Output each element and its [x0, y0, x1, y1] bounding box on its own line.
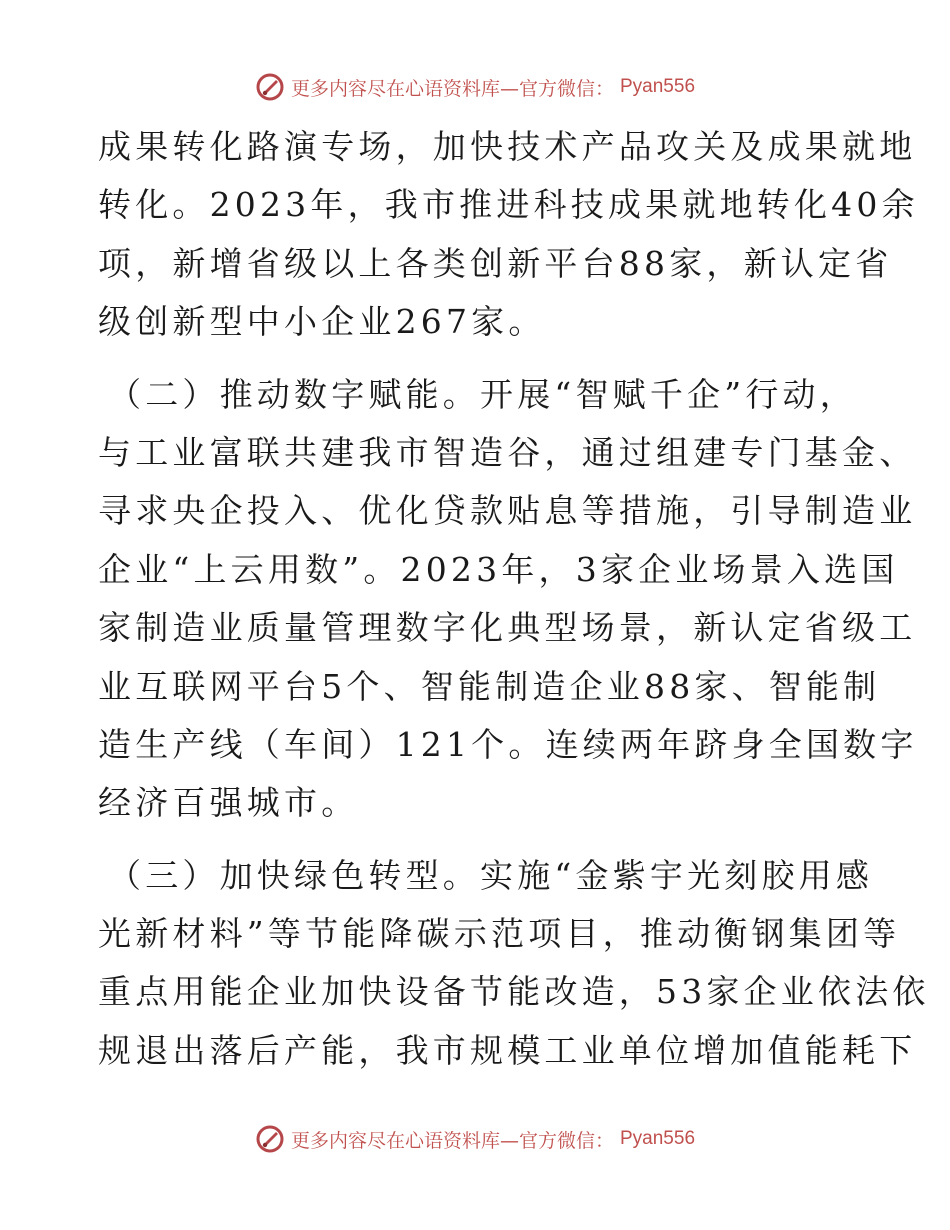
header-watermark [0, 72, 950, 102]
watermark-logo-icon [255, 72, 285, 102]
text-line: 规退出落后产能，我市规模工业单位增加值能耗下 [98, 1030, 917, 1070]
footer-watermark [0, 1124, 950, 1154]
text-line: 成果转化路演专场，加快技术产品攻关及成果就地 [98, 127, 917, 166]
text-line: 业互联网平台5个、智能制造企业88家、智能制 [98, 666, 881, 706]
section-heading-line: （三）加快绿色转型。实施“金紫宇光刻胶用感 [108, 855, 874, 895]
watermark-logo-icon [255, 1124, 285, 1154]
text-line: 造生产线（车间）121个。连续两年跻身全国数字 [98, 724, 918, 764]
text-line: 转化。2023年，我市推进科技成果就地转化40余 [98, 185, 919, 225]
text-line: 重点用能企业加快设备节能改造，53家企业依法依 [98, 972, 930, 1012]
watermark-handle: Pyan556 [620, 76, 696, 97]
watermark-text: 更多内容尽在心语资料库—官方微信： [290, 77, 614, 100]
text-line: 项，新增省级以上各类创新平台88家，新认定省 [98, 243, 893, 283]
text-line: 光新材料”等节能降碳示范项目，推动衡钢集团等 [98, 914, 901, 954]
paragraph-1 [98, 118, 919, 352]
text-line: 寻求央企投入、优化贷款贴息等措施，引导制造业 [98, 491, 917, 531]
paragraph-2 [98, 366, 918, 833]
text-line: 企业“上云用数”。2023年，3家企业场景入选国 [98, 549, 899, 589]
watermark-text: 更多内容尽在心语资料库—官方微信： [290, 1129, 614, 1152]
text-line: 经济百强城市。 [98, 783, 359, 823]
paragraph-3 [98, 847, 930, 1081]
section-heading-line: （二）推动数字赋能。开展“智赋千企”行动， [108, 374, 857, 414]
watermark-handle: Pyan556 [620, 1128, 696, 1149]
text-line: 家制造业质量管理数字化典型场景，新认定省级工 [98, 608, 917, 648]
text-line: 与工业富联共建我市智造谷，通过组建专门基金、 [98, 432, 917, 472]
text-line: 级创新型中小企业267家。 [98, 302, 546, 342]
document-body [98, 118, 930, 1080]
